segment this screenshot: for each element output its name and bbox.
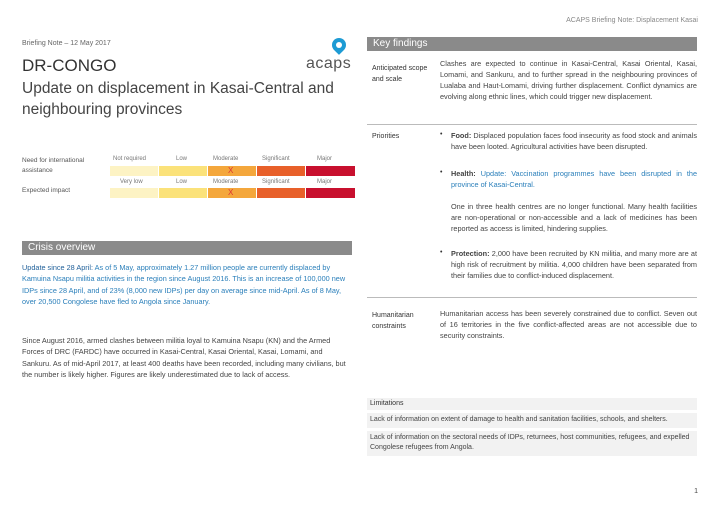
impact-level-cell (257, 188, 305, 198)
logo-text: acaps (306, 55, 352, 72)
page-number: 1 (694, 488, 698, 495)
need-selected-mark: X (228, 166, 234, 175)
country-name: DR-CONGO (22, 56, 117, 75)
crisis-overview-heading: Crisis overview (22, 241, 352, 255)
humanitarian-label: Humanitarian constraints (372, 312, 414, 330)
need-level-cell (306, 166, 355, 176)
need-level-cell (257, 166, 305, 176)
briefing-date: Briefing Note – 12 May 2017 (22, 40, 111, 47)
priorities-label: Priorities (372, 133, 400, 140)
need-scale-labels (110, 156, 355, 166)
protection-priority: Protection: 2,000 have been recruited by KN militia, and many more are at high risk of recruitment by militia. 4,000 children have been separated from their families due to conflict-induced displacement. (451, 249, 697, 281)
impact-level-label: Moderate (213, 179, 239, 185)
need-level-label: Not required (113, 156, 147, 162)
impact-selected-mark: X (228, 188, 234, 197)
impact-level-cell (306, 188, 355, 198)
limitations-heading: Limitations (367, 398, 697, 410)
divider (367, 297, 697, 298)
need-level-label: Moderate (213, 156, 239, 162)
health-text: One in three health centres are no longer functional. Many health facilities are non-operational or non-accessible and a lack of medicines has been reported as access is limited, hindering supplies. (451, 202, 697, 234)
impact-level-label: Low (176, 179, 188, 185)
limitations-box (367, 398, 697, 456)
running-header: ACAPS Briefing Note: Displacement Kasai (566, 17, 698, 24)
food-label: Food: (451, 131, 472, 140)
protection-label: Protection: (451, 249, 490, 258)
limitation-item: Lack of information on the sectoral needs of IDPs, returnees, host communities, refugees, and expelled Congolese refugees from Angola. (367, 431, 697, 456)
need-level-label: Significant (262, 156, 290, 162)
divider (367, 124, 697, 125)
need-level-cell (159, 166, 207, 176)
need-level-label: Major (317, 156, 333, 162)
impact-level-cell (110, 188, 158, 198)
humanitarian-text: Humanitarian access has been severely constrained due to conflict. Seven out of 16 territories in the five conflict-affected areas are not accessible due to security constraints. (440, 309, 697, 341)
impact-scale-bar (110, 188, 355, 198)
key-findings-heading: Key findings (367, 37, 697, 51)
scope-label: Anticipated scope and scale (372, 65, 428, 83)
health-label: Health: (451, 169, 476, 178)
impact-level-label: Significant (262, 179, 290, 185)
crisis-body-paragraph: Since August 2016, armed clashes between militia loyal to Kamuina Nsapu (KN) and the Armed Forces of DRC (FARDC) have occurred in Kasai-Central, Kasai Oriental, Kasai, Lomami, and Sankuru. As of mid-April 2017, at least 400 deaths have been recorded, including many civilians, but the number is likely higher. Figures are likely underestimated due to lack of access. (22, 336, 346, 379)
scope-text: Clashes are expected to continue in Kasai-Central, Kasai Oriental, Kasai, Lomami, and Sankuru, and to further spread in the neighbouring provinces of Lualaba and Haut-Lomami, driving further displacement. Conflict dynamics are evolving along ethnic lines, which could trigger new displacement. (440, 59, 697, 102)
update-label: Update since 28 April: (22, 263, 93, 272)
crisis-update-paragraph (22, 262, 352, 307)
impact-level-label: Major (317, 179, 333, 185)
page-title: Update on displacement in Kasai-Central and neighbouring provinces (22, 80, 334, 118)
need-level-label: Low (176, 156, 188, 162)
need-level-cell (110, 166, 158, 176)
need-scale-bar (110, 166, 355, 176)
impact-level-label: Very low (120, 179, 143, 185)
food-priority: Food: Displaced population faces food insecurity as food stock and animals have been looted. Agricultural activities have been disrupted. (451, 131, 697, 152)
impact-label: Expected impact (22, 187, 71, 194)
update-text: As of 5 May, approximately 1.27 million people are currently displaced by Kamuina Nsapu militia activities in the region since August 2016. This is an increase of 100,000 new IDPs since 28 April, and of 23% (8,000 new IDPs) per day on average since mid-April. As of 8 May, over 20,500 Congolese have fled to Angola since January. (22, 263, 346, 306)
bullet: • (440, 131, 443, 138)
bullet: • (440, 249, 443, 256)
health-priority: Health: Update: Vaccination programmes have been disrupted in the province of Kasai-Central. (451, 169, 697, 190)
acaps-logo (306, 38, 358, 72)
impact-level-cell (159, 188, 207, 198)
limitation-item: Lack of information on extent of damage to health and sanitation facilities, schools, and shelters. (367, 413, 697, 428)
need-label: Need for international assistance (22, 157, 85, 174)
bullet: • (440, 169, 443, 176)
